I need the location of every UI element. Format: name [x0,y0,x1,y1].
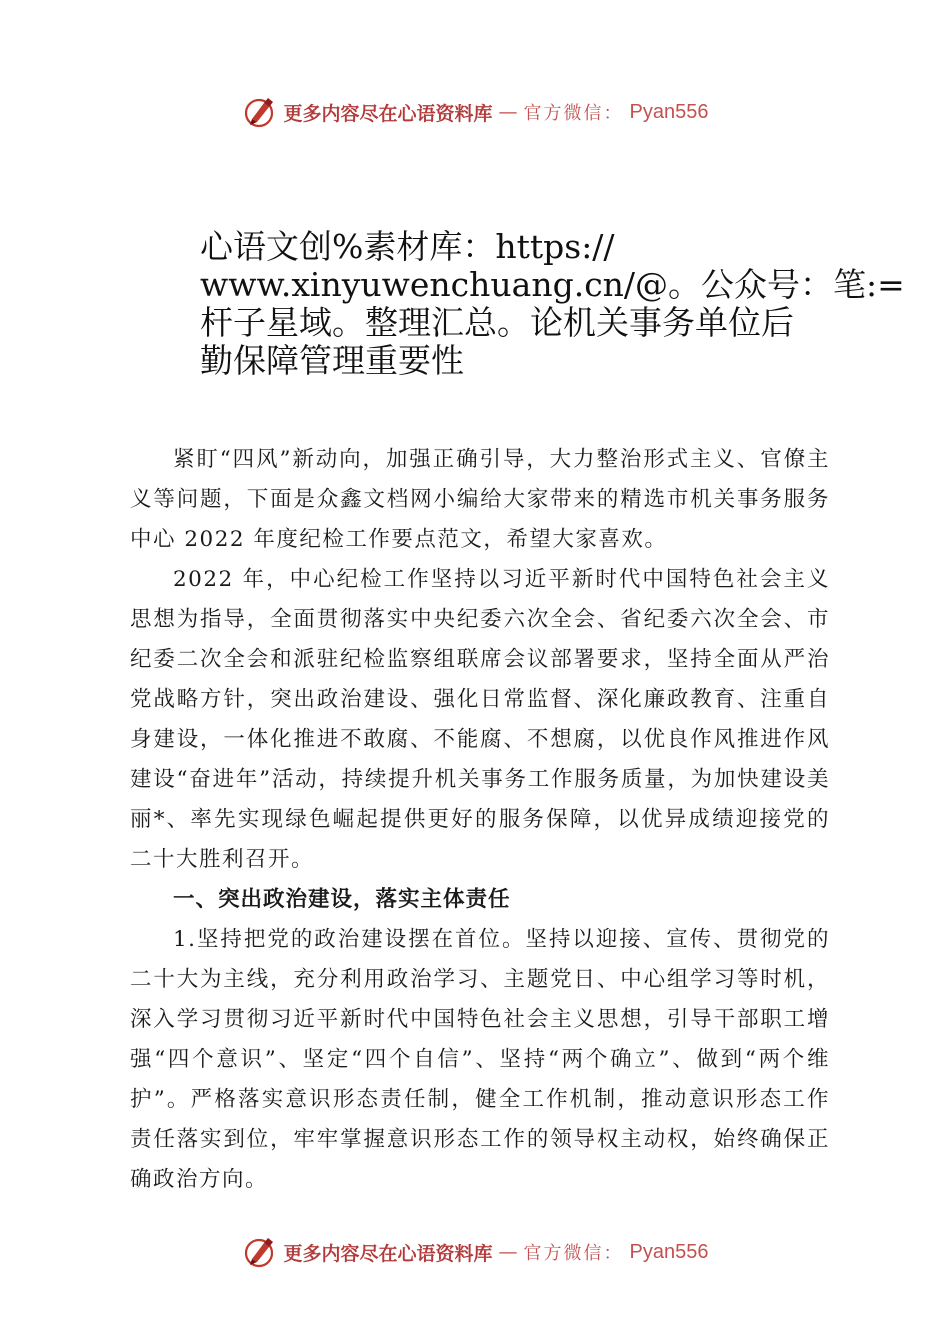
banner-wechat-label: 官方微信： [523,103,624,124]
title-line: 杆子星域。整理汇总。论机关事务单位后 [200,303,794,342]
document-title [200,227,905,380]
body-paragraph: 2022 年，中心纪检工作坚持以习近平新时代中国特色社会主义思想为指导，全面贯彻落实中央纪委六次全会、省纪委六次全会、市纪委二次全会和派驻纪检监察组联席会议部署要求，坚持全面从严治党战略方针，突出政治建设、强化日常监督、深化廉政教育、注重自身建设，一体化推进不敢腐、不能腐、不想腐，以优良作风推进作风建设“奋进年”活动，持续提升机关事务工作服务质量，为加快建设美丽*、率先实现绿色崛起提供更好的服务保障，以优异成绩迎接党的二十大胜利召开。 [130,567,830,872]
banner-separator: — [498,1241,518,1263]
footer-banner [0,1232,950,1272]
banner-separator: — [498,101,518,123]
banner-main-text: 更多内容尽在心语资料库 [283,102,493,125]
title-line: www.xinyuwenchuang.cn/@。公众号：笔:= [200,265,905,304]
body-paragraph: 1.坚持把党的政治建设摆在首位。坚持以迎接、宣传、贯彻党的二十大为主线，充分利用政治学习、主题党日、中心组学习等时机，深入学习贯彻习近平新时代中国特色社会主义思想，引导干部职工增强“四个意识”、坚定“四个自信”、坚持“两个确立”、做到“两个维护”。严格落实意识形态责任制，健全工作机制，推动意识形态工作责任落实到位，牢牢掌握意识形态工作的领导权主动权，始终确保正确政治方向。 [130,927,830,1192]
banner-wechat-label: 官方微信： [523,1243,624,1264]
pen-logo-icon [242,94,278,130]
document-body [130,440,830,1200]
pen-logo-icon [242,1234,278,1270]
intro-paragraph: 紧盯“四风”新动向，加强正确引导，大力整治形式主义、官僚主义等问题，下面是众鑫文档网小编给大家带来的精选市机关事务服务中心 2022 年度纪检工作要点范文，希望大家喜欢。 [130,447,830,552]
section-heading: 一、突出政治建设，落实主体责任 [173,887,511,912]
header-banner [0,92,950,132]
title-line: 心语文创%素材库：https:// [200,227,615,266]
banner-wechat-id: Pyan556 [629,1240,709,1263]
title-line: 勤保障管理重要性 [200,341,464,380]
banner-main-text: 更多内容尽在心语资料库 [283,1242,493,1265]
banner-wechat-id: Pyan556 [629,100,709,123]
